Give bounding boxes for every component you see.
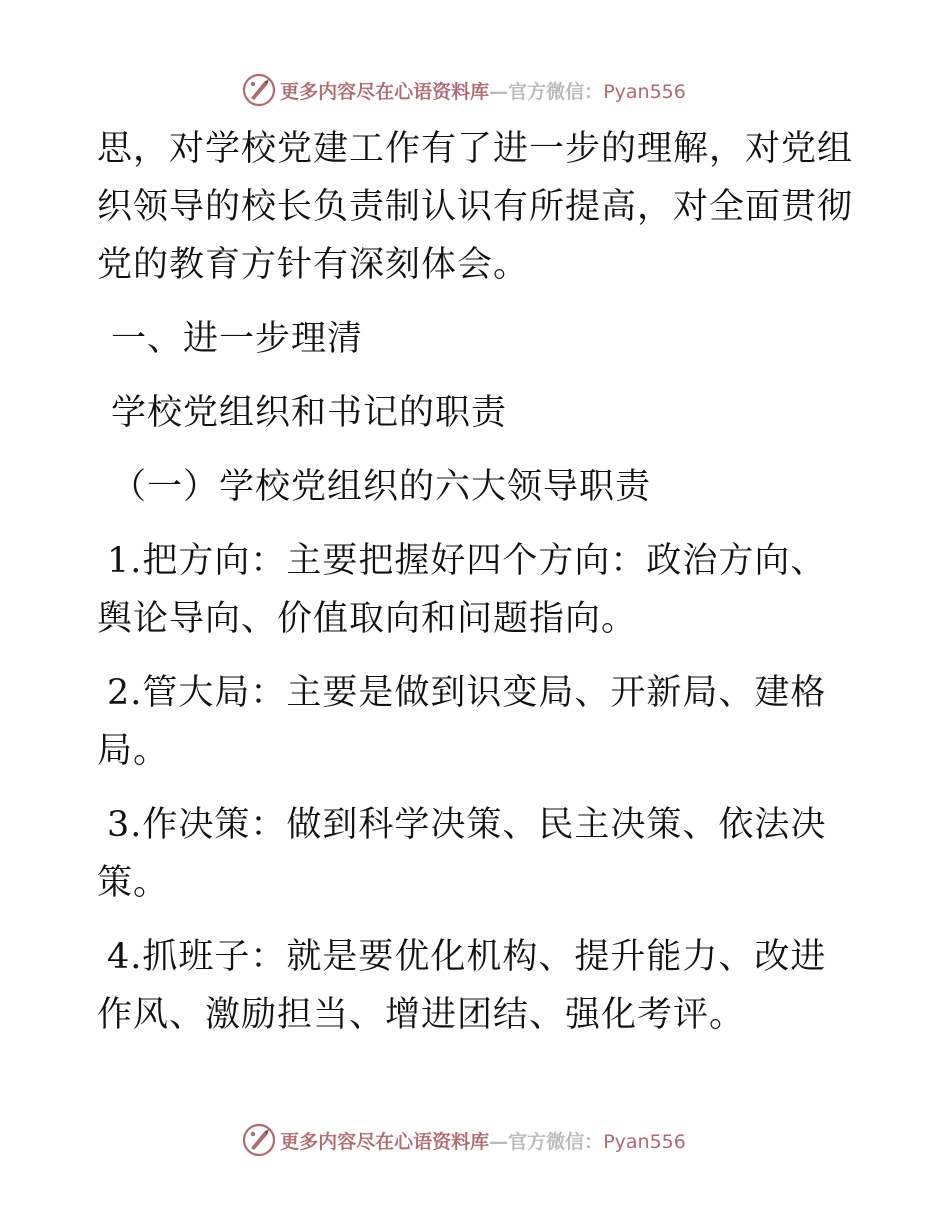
quill-circle-logo-icon bbox=[242, 73, 276, 107]
list-item: 1.把方向：主要把握好四个方向：政治方向、舆论导向、价值取向和问题指向。 bbox=[97, 541, 827, 639]
subsection-heading: （一）学校党组织的六大领导职责 bbox=[111, 467, 652, 507]
section-heading-2: 学校党组织和书记的职责 bbox=[111, 393, 508, 433]
banner-separator-text: —官方微信： bbox=[489, 80, 604, 103]
list-item: 2.管大局：主要是做到识变局、开新局、建格局。 bbox=[97, 673, 827, 771]
intro-paragraph: 思，对学校党建工作有了进一步的理解，对党组织领导的校长负责制认识有所提高，对全面贯彻党的教育方针有深刻体会。 bbox=[97, 129, 854, 285]
list-item: 3.作决策：做到科学决策、民主决策、依法决策。 bbox=[97, 805, 827, 903]
banner-separator-text: —官方微信： bbox=[489, 1130, 604, 1153]
banner-main-text: 更多内容尽在心语资料库 bbox=[280, 1130, 490, 1153]
footer-banner bbox=[0, 1120, 950, 1160]
quill-circle-logo-icon bbox=[242, 1123, 276, 1157]
banner-wechat-id: Pyan556 bbox=[603, 1130, 686, 1153]
list-item: 4.抓班子：就是要优化机构、提升能力、改进作风、激励担当、增进团结、强化考评。 bbox=[97, 937, 827, 1035]
header-banner bbox=[0, 70, 950, 110]
banner-main-text: 更多内容尽在心语资料库 bbox=[280, 80, 490, 103]
section-heading-1: 一、进一步理清 bbox=[111, 319, 364, 359]
banner-wechat-id: Pyan556 bbox=[603, 80, 686, 103]
document-body bbox=[97, 120, 857, 1060]
